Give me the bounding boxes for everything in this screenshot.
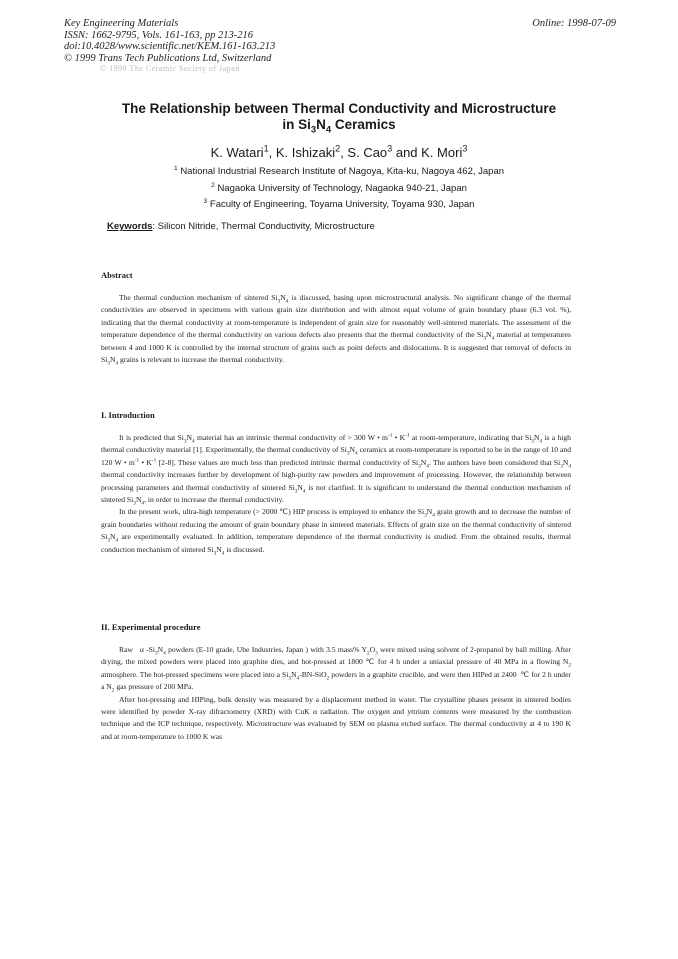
affiliation: $^3$ Faculty of Engineering, Toyama University, Toyama 930, Japan (203, 197, 475, 210)
author: S. Cao$^3$ and (347, 143, 422, 160)
affiliation: $^1$ National Industrial Research Institute of Nagoya, Kita-ku, Nagoya 462, Japan (173, 164, 505, 177)
author: K. Mori$^3$ (421, 143, 468, 160)
affiliation: $^2$ Nagaoka University of Technology, Nagaoka 940-21, Japan (211, 181, 467, 194)
introduction-body (101, 432, 571, 556)
keywords-line (107, 221, 375, 232)
abstract-heading: Abstract (101, 270, 133, 280)
introduction-heading: I. Introduction (101, 410, 155, 420)
experimental-heading: II. Experimental procedure (101, 622, 201, 632)
journal-header (64, 18, 275, 64)
journal-name: Key Engineering Materials (64, 18, 179, 29)
faint-copyright: © 1999 The Ceramic Society of Japan (100, 64, 240, 73)
intro-paragraph-2: In the present work, ultra-high temperature (> 2000 ℃) HIP process is employed to enhance the $Si_3N_4$ grain growth and to decrease the number of grain boundaries without reducing the amount of grain boundary phase in sintered materials. Effects of grain size on the thermal conductivity of sintered $Si_3N_4$ are experimentally evaluated. In addition, temperature dependence of the thermal conductivity is studied. From the obtained results, thermal conduction mechanism of sintered $Si_3N_4$ is discussed. (101, 507, 571, 557)
paper-title (0, 101, 678, 136)
keywords-text: : Silicon Nitride, Thermal Conductivity, Microstructure (152, 221, 375, 232)
experimental-paragraph-1: Raw α $-Si_3N_4$ powders (E-10 grade, Ube Industries, Japan ) with 3.5 mass% $Y_2O_3$ were mixed using solvent of 2-propanol by ball milling. After drying, the mixed powders were placed into graphite dies, and hot-pressed at 1800 ℃ for 4 h under a uniaxial pressure of 40 MPa in a flowing $N_2$ atmosphere. The hot-pressed specimens were placed into a $Si_3N_4-BN-SiO_2$ powders in a graphite crucible, and were then HIPed at 2400 ℃ for 2 h under a $N_2$ gas pressure of 200 MPa. (101, 645, 571, 694)
affiliations (0, 164, 678, 214)
keywords-label: Keywords (107, 221, 153, 232)
issn-line: ISSN: 1662-9795, Vols. 161-163, pp 213-216 (64, 29, 253, 41)
doi-line: doi:10.4028/www.scientific.net/KEM.161-163.213 (64, 41, 276, 52)
author: K. Ishizaki$^2$, (275, 143, 348, 160)
author: K. Watari$^1$, (210, 143, 276, 160)
abstract-paragraph: The thermal conduction mechanism of sintered $Si_3N_4$ is discussed, basing upon microstructural analysis. No significant change of the thermal conductivities are observed in specimens with various grain size distribution and with almost equal volume of grain boundary phase (6.3 vol. %), indicating that the thermal conductivity at room-temperature is independent of grain size for reasonably well-sintered materials. The assessment of the temperature dependence of the thermal conductivity on various defects also presents that the thermal conductivity of the $Si_3N_4$ material at temperatures between 4 and 1000 K is controlled by the internal structure of grains such as point defects and dislocations. It is suggested that removal of defects in $Si_3N_4$ grains is relevant to increase the thermal conductivity. (101, 293, 571, 367)
copyright-line: © 1999 Trans Tech Publications Ltd, Switzerland (64, 52, 272, 64)
title-line-2: in $Si_3N_4$ Ceramics (282, 117, 396, 136)
online-date: Online: 1998-07-09 (532, 18, 616, 29)
abstract-body (101, 292, 571, 366)
experimental-paragraph-2: After hot-pressing and HIPing, bulk density was measured by a displacement method in water. The crystalline phases present in sintered bodies were identified by powder X-ray difractometry (XRD) with CuK α radiation. The oxygen and yttrium contents were measured by the combustion technique and the ICP technique, respectively. Microstructure was evaluated by SEM on plasma etched surface. The thermal conductivity at 4 to 190 K and at room-temperature to 1000 K was (101, 694, 571, 741)
title-line-1: The Relationship between Thermal Conductivity and Microstructure (121, 101, 557, 116)
intro-paragraph-1: It is predicted that $Si_3N_4$ material has an intrinsic thermal conductivity of > 300 W • $m^{-1}$ • $K^{-1}$ at room-temperature, indicating that $Si_3N_4$ is a high thermal conductivity material [1]. Experimentally, the thermal conductivity of $Si_3N_4$ ceramics at room-temperature is reported to be in the range of 10 and 120 W • $m^{-1}$ • $K^{-1}$ [2-8]. These values are much less than predicted intrinsic thermal conductivity of $Si_3N_4$. The authors have been considered that $Si_3N_4$ thermal conductivity increases further by development of high-purity raw powders and improvement of processing. However, the relationship between processing parameters and thermal conductivity of sintered $Si_3N_4$ is not clarified. It is significant to understand the thermal conduction mechanism of sintered $Si_3N_4$, in order to increase the thermal conductivity. (101, 432, 571, 507)
author-list (0, 145, 678, 160)
experimental-body (101, 644, 571, 743)
